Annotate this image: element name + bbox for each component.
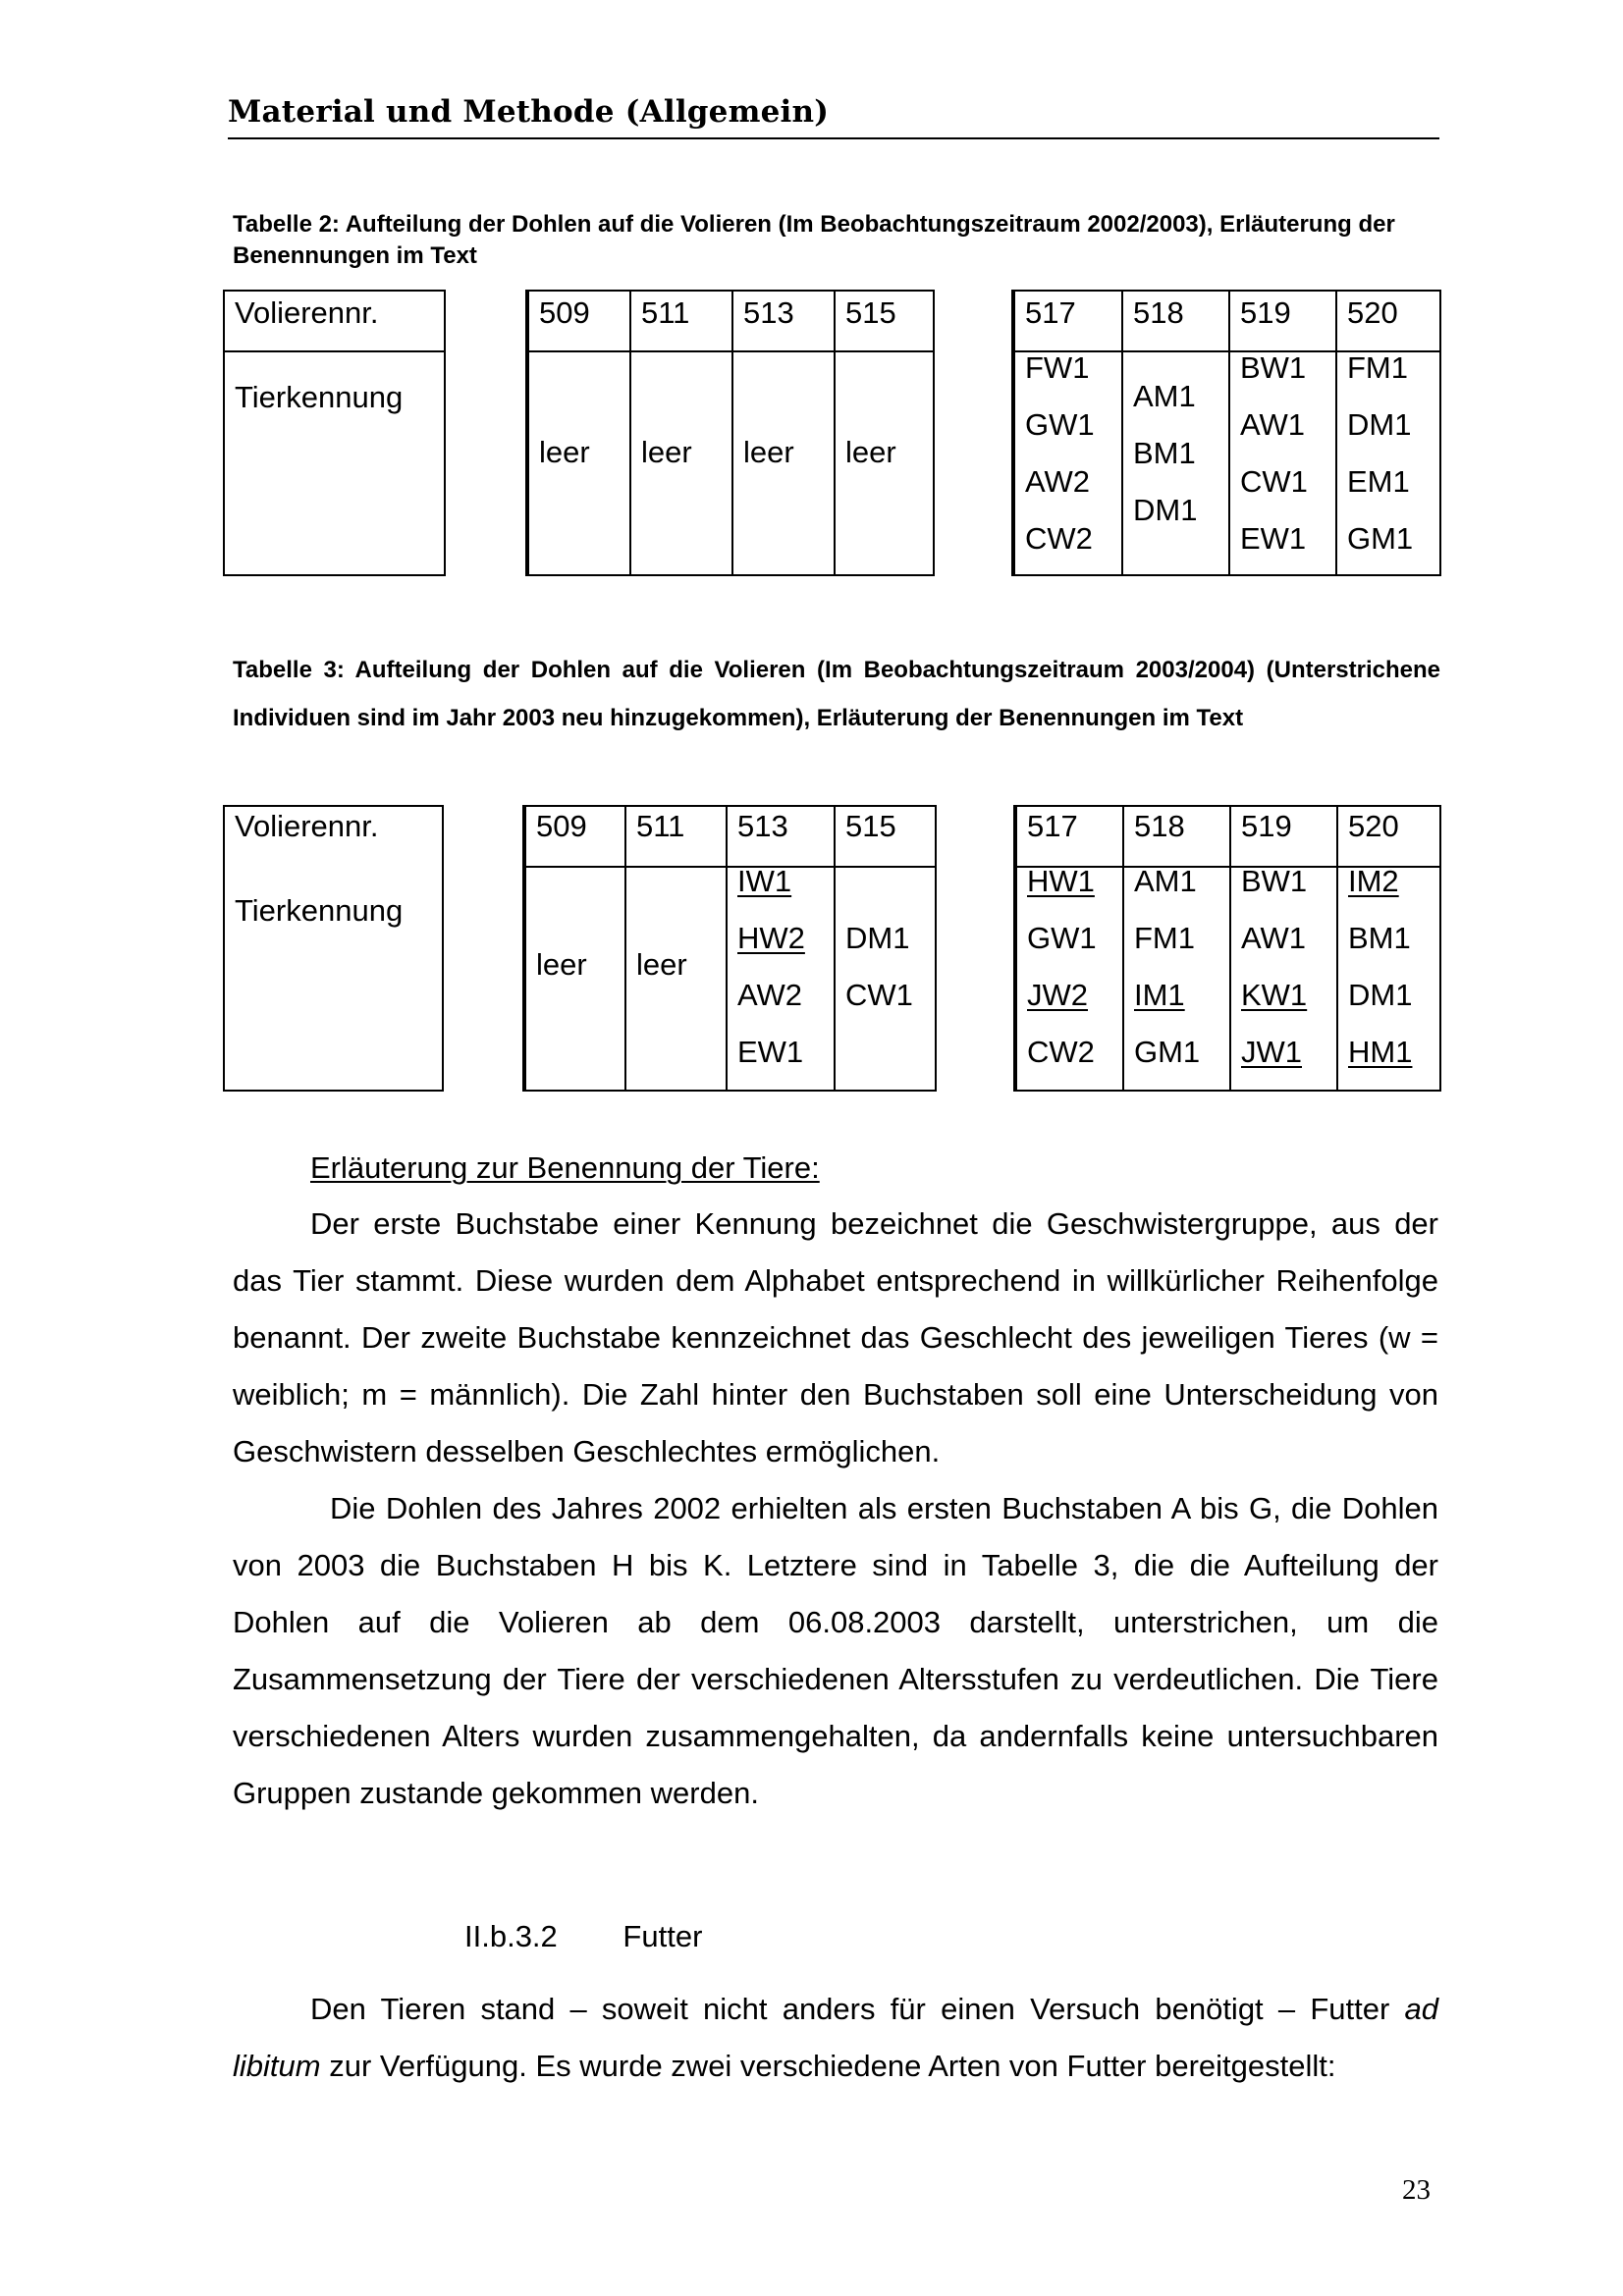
- voliere-number: 518: [1134, 809, 1185, 843]
- table2-label-tierkennung: Tierkennung: [235, 380, 404, 414]
- animal-id: BW1: [1241, 864, 1308, 898]
- animal-id: GM1: [1134, 1035, 1201, 1069]
- animal-id: FM1: [1134, 921, 1195, 955]
- animal-id-new: IW1: [737, 864, 792, 898]
- table3-col-518: [1122, 807, 1231, 1090]
- voliere-number: 520: [1348, 809, 1399, 843]
- animal-id-new: JW2: [1027, 978, 1088, 1012]
- animal-id: leer: [743, 435, 794, 469]
- header-rule: [228, 137, 1439, 139]
- table3-col-517: [1015, 807, 1124, 1090]
- table3-col-513: [726, 807, 836, 1090]
- page-number: 23: [1402, 2174, 1431, 2206]
- animal-id-new: IM2: [1348, 864, 1399, 898]
- table3-label-tierkennung: Tierkennung: [235, 893, 404, 928]
- animal-id: GW1: [1025, 407, 1095, 442]
- futter-text-rest: zur Verfügung. Es wurde zwei verschiedene Arten von Futter bereitgestellt:: [329, 2049, 1336, 2083]
- voliere-number: 509: [536, 809, 587, 843]
- table2-caption: Tabelle 2: Aufteilung der Dohlen auf die Volieren (Im Beobachtungszeitraum 2002/2003), Erläuterung der Benennungen im Text: [233, 211, 1395, 269]
- futter-text-start: Den Tieren stand – soweit nicht anders für einen Versuch benötigt – Futter: [310, 1992, 1390, 2026]
- running-header-title: Material und Methode (Allgemein): [228, 94, 830, 130]
- table2-col-520: [1335, 292, 1443, 574]
- animal-id-new: JW1: [1241, 1035, 1302, 1069]
- table3-caption: Tabelle 3: Aufteilung der Dohlen auf die Volieren (Im Beobachtungszeitraum 2003/2004) (Unterstrichene Individuen sind im Jahr 2003 neu hinzugekommen), Erläuterung der Benennungen im Text: [233, 657, 1440, 731]
- table3-group2: [1013, 805, 1441, 1092]
- animal-id: FW1: [1025, 350, 1090, 385]
- table3-label-box: [223, 805, 444, 1092]
- voliere-number: 515: [845, 295, 896, 330]
- voliere-number: 511: [636, 809, 685, 843]
- animal-id: GW1: [1027, 921, 1097, 955]
- section-heading: [464, 1919, 702, 1954]
- animal-id: AW2: [737, 978, 803, 1012]
- voliere-number: 518: [1133, 295, 1184, 330]
- table2-group2: [1011, 290, 1441, 576]
- animal-id: EM1: [1347, 464, 1410, 499]
- table2-group1: [525, 290, 935, 576]
- voliere-number: 513: [743, 295, 794, 330]
- animal-id: leer: [539, 435, 590, 469]
- voliere-number: 519: [1240, 295, 1291, 330]
- voliere-number: 509: [539, 295, 590, 330]
- naming-paragraph-2: Die Dohlen des Jahres 2002 erhielten als ersten Buchstaben A bis G, die Dohlen von 2003 die Buchstaben H bis K. Letztere sind in Tabelle 3, die die Aufteilung der Dohlen auf die Volieren ab dem 06.08.2003 darstellt, unterstrichen, um die Zusammensetzung der Tiere der verschiedenen Altersstufen zu verdeutlichen. Die Tiere verschiedenen Alters wurden zusammengehalten, da andernfalls keine untersuchbaren Gruppen zustande gekommen werden.: [233, 1491, 1438, 1810]
- naming-paragraph-1: Der erste Buchstabe einer Kennung bezeichnet die Geschwistergruppe, aus der das Tier stammt. Diese wurden dem Alphabet entsprechend in willkürlicher Reihenfolge benannt. Der zweite Buchstabe kennzeichnet das Geschlecht des jeweiligen Tieres (w = weiblich; m = männlich). Die Zahl hinter den Buchstaben soll eine Unterscheidung von Geschwistern desselben Geschlechtes ermöglichen.: [233, 1206, 1438, 1468]
- animal-id-new: HM1: [1348, 1035, 1413, 1069]
- voliere-number: 520: [1347, 295, 1398, 330]
- animal-id: BM1: [1348, 921, 1411, 955]
- animal-id-new: HW2: [737, 921, 805, 955]
- animal-id-new: KW1: [1241, 978, 1308, 1012]
- animal-id-new: HW1: [1027, 864, 1095, 898]
- table3-col-515: [834, 807, 939, 1090]
- futter-paragraph: [233, 1981, 1438, 2095]
- animal-id: AW1: [1241, 921, 1307, 955]
- section-number: II.b.3.2: [464, 1919, 558, 1953]
- table2-label-voliere: Volierennr.: [235, 295, 379, 330]
- animal-id: CW1: [1240, 464, 1308, 499]
- table3-col-509: [524, 807, 626, 1090]
- animal-id: AM1: [1134, 864, 1197, 898]
- animal-id: DM1: [845, 921, 910, 955]
- animal-id: BW1: [1240, 350, 1307, 385]
- animal-id: GM1: [1347, 521, 1414, 556]
- animal-id-new: IM1: [1134, 978, 1185, 1012]
- table2-col-511: [629, 292, 733, 574]
- voliere-number: 519: [1241, 809, 1292, 843]
- animal-id: CW1: [845, 978, 913, 1012]
- animal-id: AW1: [1240, 407, 1306, 442]
- animal-id: DM1: [1348, 978, 1413, 1012]
- animal-id: AW2: [1025, 464, 1091, 499]
- animal-id: EW1: [737, 1035, 804, 1069]
- voliere-number: 515: [845, 809, 896, 843]
- futter-text-italic: ad libitum: [233, 1992, 1438, 2083]
- table2-col-513: [731, 292, 836, 574]
- animal-id: BM1: [1133, 436, 1196, 470]
- animal-id: leer: [636, 947, 687, 982]
- table2-label-box: [223, 290, 446, 576]
- naming-heading: Erläuterung zur Benennung der Tiere:: [310, 1150, 820, 1185]
- table3-col-520: [1336, 807, 1443, 1090]
- voliere-number: 517: [1025, 295, 1076, 330]
- animal-id: leer: [536, 947, 587, 982]
- table2-col-518: [1121, 292, 1230, 574]
- table3-col-519: [1229, 807, 1338, 1090]
- animal-id: DM1: [1133, 493, 1198, 527]
- table3-col-511: [624, 807, 728, 1090]
- table2-col-519: [1228, 292, 1337, 574]
- animal-id: leer: [641, 435, 692, 469]
- table2-col-509: [527, 292, 631, 574]
- table3-label-voliere: Volierennr.: [235, 809, 379, 843]
- animal-id: EW1: [1240, 521, 1307, 556]
- table3-group1: [522, 805, 937, 1092]
- section-title: Futter: [622, 1919, 703, 1953]
- voliere-number: 511: [641, 295, 690, 330]
- animal-id: FM1: [1347, 350, 1408, 385]
- table2-col-517: [1013, 292, 1123, 574]
- table2-col-515: [834, 292, 937, 574]
- animal-id: AM1: [1133, 379, 1196, 413]
- voliere-number: 517: [1027, 809, 1078, 843]
- animal-id: leer: [845, 435, 896, 469]
- animal-id: DM1: [1347, 407, 1412, 442]
- animal-id: CW2: [1025, 521, 1093, 556]
- animal-id: CW2: [1027, 1035, 1095, 1069]
- voliere-number: 513: [737, 809, 788, 843]
